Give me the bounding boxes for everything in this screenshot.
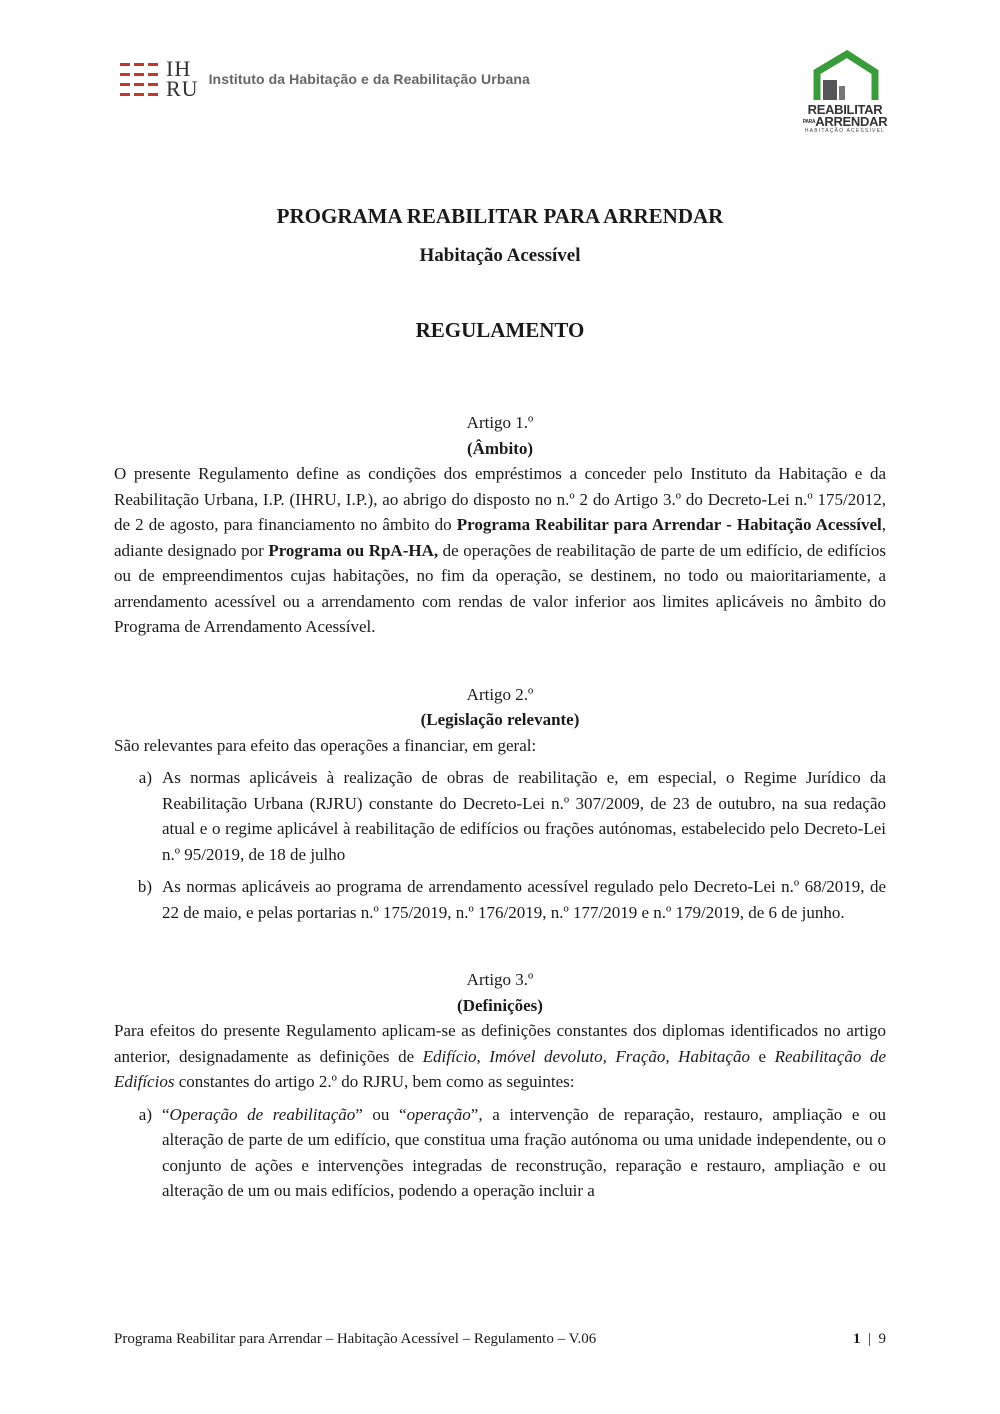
list-item-text: “Operação de reabilitação” ou “operação”, a intervenção de reparação, restauro, ampliação e ou alteração de parte de um edifício, que constitua uma fração autónoma ou uma unidade independente, ou o conjunto de ações e intervenções integradas de reconstrução, reparação e restauro, ampliação e ou alteração de um ou mais edifícios, podendo a operação incluir a: [162, 1104, 887, 1200]
page-number: 1 | 9: [852, 1331, 886, 1347]
document-title: PROGRAMA REABILITAR PARA ARRENDAR: [276, 204, 724, 228]
list-item-text: As normas aplicáveis à realização de obras de reabilitação e, em especial, o Regime Jurídico da Reabilitação Urbana (RJRU) constante do Decreto-Lei n.º 307/2009, de 23 de outubro, na sua redação atual e o regime aplicável à reabilitação de edifícios ou frações autónomas, estabelecido pelo Decreto-Lei n.º 95/2019, de 18 de julho: [162, 768, 886, 864]
footer-text: Programa Reabilitar para Arrendar – Habitação Acessível – Regulamento – V.06: [114, 1331, 597, 1347]
rpa-logo-line1: REABILITAR: [807, 102, 883, 117]
document-body: [114, 410, 886, 1204]
list-item-label: a): [138, 768, 152, 787]
ihru-name: Instituto da Habitação e da Reabilitação Urbana: [208, 71, 530, 87]
regulamento-heading: REGULAMENTO: [415, 318, 585, 342]
article-1-number: Artigo 1.º: [466, 413, 534, 432]
list-item-label: b): [137, 877, 152, 896]
rpa-logo: [800, 50, 890, 145]
list-item: [114, 1102, 886, 1204]
house-icon: [809, 50, 881, 104]
list-item-label: a): [138, 1104, 152, 1124]
rpa-logo-line2: $^{PARA}$ARRENDAR: [802, 114, 888, 129]
rpa-logo-line3: HABITAÇÃO ACESSÍVEL: [804, 128, 886, 134]
article-3-intro: Para efeitos do presente Regulamento aplicam-se as definições constantes dos diplomas identificados no artigo anterior, designadamente as definições de Edifício, Imóvel devoluto, Fração, Habitação e Reabilitação de Edifícios constantes do artigo 2.º do RJRU, bem como as seguintes:: [114, 1021, 887, 1091]
article-2-title: (Legislação relevante): [420, 710, 580, 729]
ihru-letters: IH RU: [166, 56, 199, 101]
article-3-title: (Definições): [457, 995, 543, 1015]
ihru-logo: [120, 56, 530, 102]
article-1-title: (Âmbito): [466, 438, 534, 458]
list-item: [114, 874, 886, 925]
article-2-intro: São relevantes para efeito das operações a financiar, em geral:: [114, 735, 537, 755]
page-footer: [114, 1331, 886, 1348]
article-3-number: Artigo 3.º: [466, 970, 534, 989]
article-2-number: Artigo 2.º: [466, 684, 534, 704]
list-item: [114, 765, 886, 867]
document-subtitle: Habitação Acessível: [419, 245, 581, 266]
list-item-text: As normas aplicáveis ao programa de arrendamento acessível regulado pelo Decreto-Lei n.º 68/2019, de 22 de maio, e pelas portarias n.º 175/2019, n.º 176/2019, n.º 177/2019 e n.º 179/2019, de 6 de junho.: [162, 877, 886, 922]
article-1-paragraph: O presente Regulamento define as condições dos empréstimos a conceder pelo Instituto da Habitação e da Reabilitação Urbana, I.P. (IHRU, I.P.), ao abrigo do disposto no n.º 2 do Artigo 3.º do Decreto-Lei n.º 175/2012, de 2 de agosto, para financiamento no âmbito do Programa Reabilitar para Arrendar - Habitação Acessível, adiante designado por Programa ou RpA-HA, de operações de reabilitação de parte de um edifício, de edifícios ou de empreendimentos cujas habitações, no fim da operação, se destinem, no todo ou maioritariamente, a arrendamento acessível ou a arrendamento com rendas de valor inferior aos limites aplicáveis no âmbito do Programa de Arrendamento Acessível.: [114, 464, 886, 636]
ihru-logo-mark: [120, 63, 158, 96]
